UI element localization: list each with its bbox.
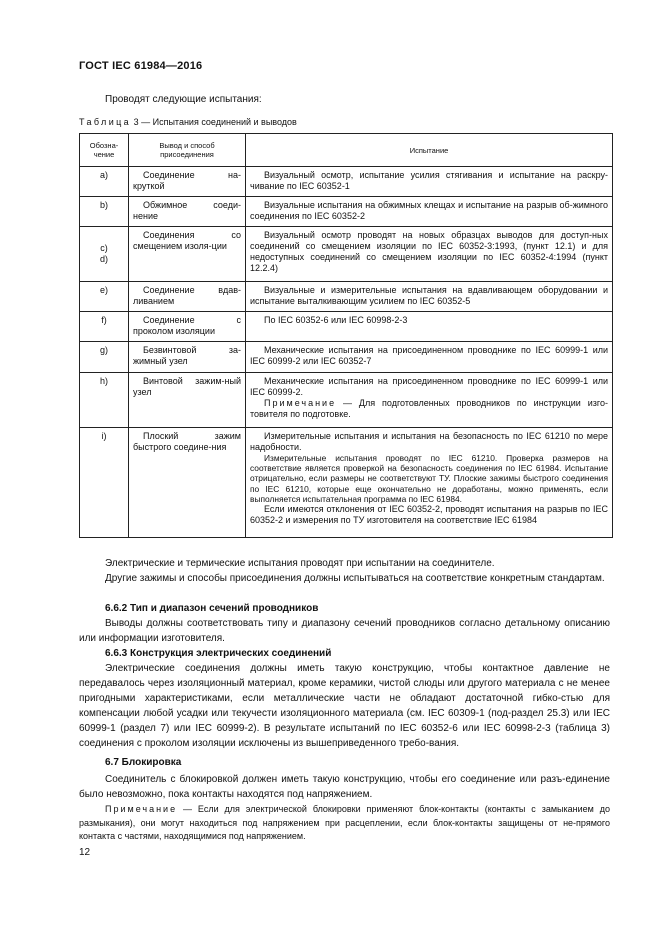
table-caption-word: Таблица — [79, 117, 132, 127]
row-test-deviation: Если имеются отклонения от IEC 60352-2, проводят испытания на разрыв по IEC 60352-2 и измерения по ТУ изготовителя на соответствие IEC 61984 — [250, 504, 608, 526]
row-test: Визуальные и измерительные испытания на вдавливающем оборудовании и испытание выталкивающим усилием по IEC 60352-5 — [250, 285, 608, 306]
section-note — [79, 803, 610, 844]
section-heading-663: 6.6.3 Конструкция электрических соединений — [105, 648, 332, 659]
table-row — [80, 167, 613, 197]
table-caption — [79, 117, 297, 127]
table-row — [80, 428, 613, 538]
row-connection: Безвинтовой за-жимный узел — [133, 345, 241, 366]
note-text: — Если для электрической блокировки применяют блок-контакты (контакты с замыканием до размыкания), они могут находиться под напряжением при расцеплении, если блок-контакты защищены от не-прямого контакта с частями, находящимися под напряжением. — [79, 804, 610, 841]
note-word: Примечание — [264, 398, 337, 408]
header-code: Обозна-чение — [80, 134, 129, 167]
row-connection: Винтовой зажим-ный узел — [133, 376, 241, 397]
paragraph: Электрические соединения должны иметь такую конструкцию, чтобы контактное давление не передавалось через изоляционный материал, кроме керамики, чистой слюды или другого материала с не менее пригодными характеристиками, если металлические части не обладают достаточной гибко-стью для компенсации любой усадки или текучести изоляционного материала (см. IEC 60309-1 (под-раздел 25.3) или IEC 60999-1 (раздел 7) или IEC 60999-2). В результате испытаний по IEC 60352-6 или IEC 60998-2-3 (таблица 3) соединения с проколом изоляции исключены из вышеприведенного требо-вания. — [79, 663, 610, 749]
row-connection: Соединение с проколом изоляции — [133, 315, 241, 336]
table-row — [80, 373, 613, 428]
table-row — [80, 282, 613, 312]
row-connection: Обжимное соеди-нение — [133, 200, 241, 221]
header-test: Испытание — [246, 134, 613, 167]
note-text: — Для подготовленных проводников по инструкции изго-товителя по подготовке. — [250, 398, 608, 419]
page-number: 12 — [79, 847, 91, 858]
row-connection: Соединения со смещением изоля-ции — [133, 230, 241, 251]
row-note — [250, 398, 608, 420]
row-code: a) — [80, 167, 129, 197]
row-connection: Соединение вдав-ливанием — [133, 285, 241, 306]
row-code: e) — [80, 282, 129, 312]
table-row — [80, 197, 613, 227]
row-code: g) — [80, 342, 129, 373]
row-test: Визуальный осмотр, испытание усилия стягивания и испытание на раскру-чивание по IEC 60352-1 — [250, 170, 608, 191]
tests-table — [79, 133, 613, 538]
row-test: Визуальный осмотр проводят на новых образцах выводов для доступ-ных соединений со смещением изоляции по IEC 60352-3:1993, (пункт 12.1) и для недоступных соединений со смещением изоляции по IEC 60352-4:1994 (пункт 12.2.4) — [250, 230, 608, 273]
paragraph: Другие зажимы и способы присоединения должны испытываться на соответствие конкретным стандартам. — [105, 573, 605, 584]
row-code: f) — [80, 312, 129, 342]
row-code: h) — [80, 373, 129, 428]
table-row — [80, 227, 613, 282]
intro-text: Проводят следующие испытания: — [105, 94, 262, 105]
header-connection: Вывод и способ присоединения — [129, 134, 246, 167]
table-caption-rest: 3 — Испытания соединений и выводов — [133, 117, 297, 127]
row-code: i) — [80, 428, 129, 538]
section-heading-662: 6.6.2 Тип и диапазон сечений проводников — [105, 603, 319, 614]
paragraph: Выводы должны соответствовать типу и диапазону сечений проводников согласно детальному описанию или информации изготовителя. — [79, 618, 610, 644]
paragraph: Соединитель с блокировкой должен иметь такую конструкцию, чтобы его соединение или разъ-единение было невозможно, пока контакты находятся под напряжением. — [79, 774, 610, 800]
row-test-detail: Измерительные испытания проводят по IEC 61210. Проверка размеров на соответствие является проверкой на безопасность соединения по IEC 61984. Испытание отрицательно, если размеры не соответствуют ТУ. Плоские зажимы быстрого соединения по IEC 61210, которые еще окончательно не доработаны, можно применять, если выполняется испытательная программа по IEC 61984. — [250, 453, 608, 504]
row-test: Измерительные испытания и испытания на безопасность по IEC 61210 по мере надобности. — [250, 431, 608, 452]
row-connection: Плоский зажим быстрого соедине-ния — [133, 431, 241, 452]
note-word: Примечание — [105, 804, 178, 814]
row-test: Механические испытания на присоединенном проводнике по IEC 60999-1 или IEC 60999-2 или IEC 60352-7 — [250, 345, 608, 366]
row-test: По IEC 60352-6 или IEC 60998-2-3 — [264, 315, 408, 325]
paragraph: Электрические и термические испытания проводят при испытании на соединителе. — [105, 558, 495, 569]
section-heading-67: 6.7 Блокировка — [105, 757, 182, 768]
document-header: ГОСТ IEC 61984—2016 — [79, 60, 203, 72]
row-connection: Соединение на-круткой — [133, 170, 241, 191]
row-code: b) — [80, 197, 129, 227]
table-row — [80, 312, 613, 342]
row-test: Визуальные испытания на обжимных клещах и испытание на разрыв об-жимного соединения по IEC 60352-2 — [250, 200, 608, 221]
table-row — [80, 342, 613, 373]
row-test: Механические испытания на присоединенном проводнике по IEC 60999-1 или IEC 60999-2. — [250, 376, 608, 397]
row-code: c) d) — [80, 227, 129, 282]
